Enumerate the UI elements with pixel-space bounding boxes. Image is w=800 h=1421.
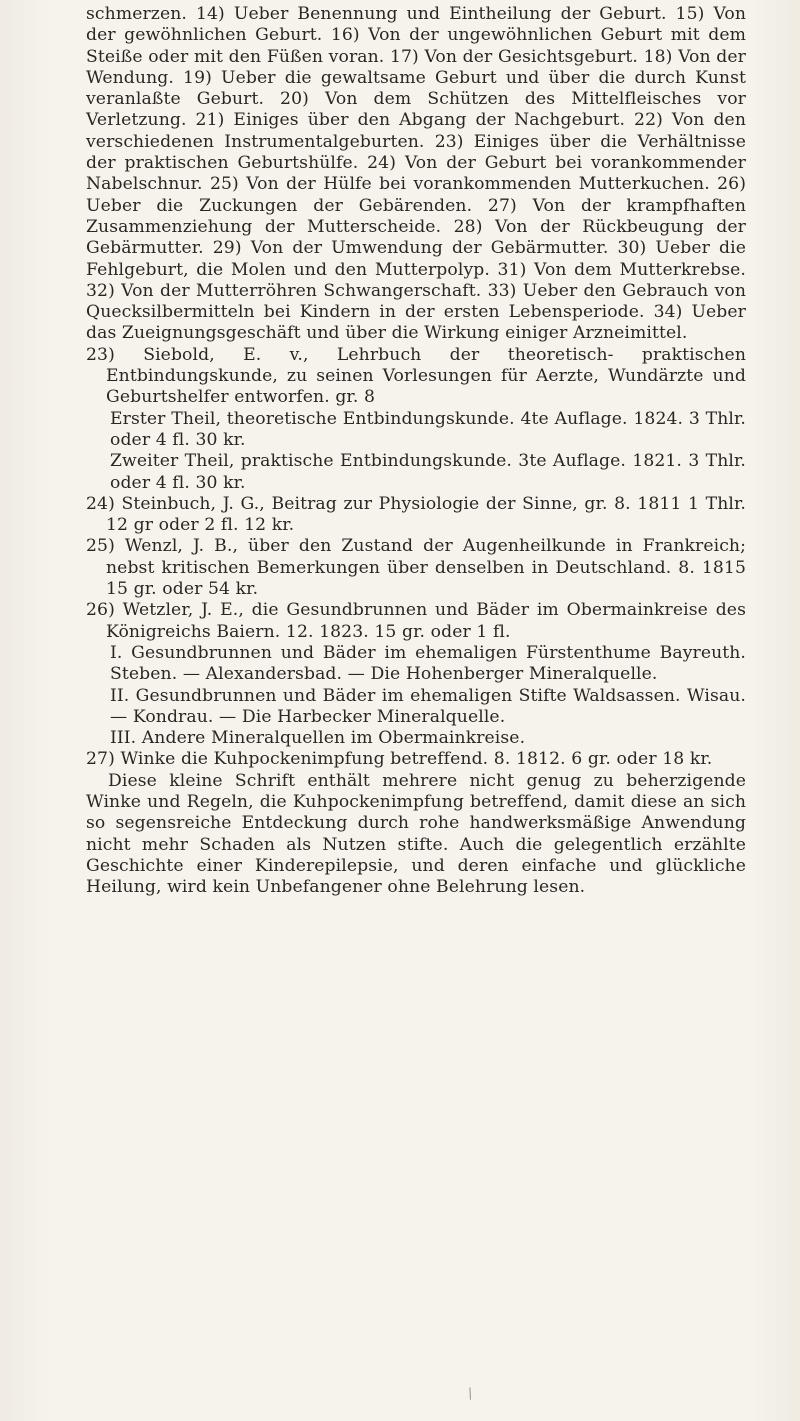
contents-continuation: schmerzen. 14) Ueber Benennung und Eintheilung der Geburt. 15) Von der gewöhnlichen Geburt. 16) Von der ungewöhnlichen Geburt mit dem Steiße oder mit den Füßen voran. 17) Von der Gesichtsgeburt. 18) Von der Wendung. 19) Ueber die gewaltsame Geburt und über die durch Kunst veranlaßte Geburt. 20) Von dem Schützen des Mittelfleisches vor Verletzung. 21) Einiges über den Abgang der Nachgeburt. 22) Von den verschiedenen Instrumentalgeburten. 23) Einiges über die Verhältnisse der praktischen Geburtshülfe. 24) Von der Geburt bei vorankommender Nabelschnur. 25) Von der Hülfe bei vorankommenden Mutterkuchen. 26) Ueber die Zuckungen der Gebärenden. 27) Von der krampfhaften Zusammenziehung der Mutterscheide. 28) Von der Rückbeugung der Gebärmutter. 29) Von der Umwendung der Gebärmutter. 30) Ueber die Fehlgeburt, die Molen und den Mutterpolyp. 31) Von dem Mutterkrebse. 32) Von der Mutterröhren Schwangerschaft. 33) Ueber den Gebrauch von Quecksilbermitteln bei Kindern in der ersten Lebensperiode. 34) Ueber das Zueignungsgeschäft und über die Wirkung einiger Arzneimittel. — [86, 4, 746, 344]
catalogue-entry-24 — [86, 494, 746, 537]
catalogue-entry-27 — [86, 749, 746, 898]
stray-mark: / — [465, 1385, 476, 1403]
entry-text: 26) Wetzler, J. E., die Gesundbrunnen und Bäder im Obermainkreise des Königreichs Baiern. 12. 1823. 15 gr. oder 1 fl. — [86, 600, 746, 642]
entry-part: II. Gesundbrunnen und Bäder im ehemaligen Stifte Waldsassen. Wisau. — Kondrau. — Die Harbecker Mineralquelle. — [110, 685, 746, 727]
entry-description: Diese kleine Schrift enthält mehrere nicht genug zu beherzigende Winke und Regeln, die Kuhpockenimpfung betreffend, damit diese an sich so segensreiche Entdeckung durch rohe handwerksmäßige Anwendung nicht mehr Schaden als Nutzen stifte. Auch die gelegentlich erzählte Geschichte einer Kinderepilepsie, und deren einfache und glückliche Heilung, wird kein Unbefangener ohne Belehrung lesen. — [86, 770, 746, 898]
entry-text: 24) Steinbuch, J. G., Beitrag zur Physiologie der Sinne, gr. 8. 1811 1 Thlr. 12 gr oder 2 fl. 12 kr. — [86, 493, 746, 536]
entry-part: I. Gesundbrunnen und Bäder im ehemaligen Fürstenthume Bayreuth. Steben. — Alexandersbad. — Die Hohenberger Mineralquelle. — [110, 642, 746, 685]
entry-part: Zweiter Theil, praktische Entbindungskunde. 3te Auflage. 1821. 3 Thlr. oder 4 fl. 30 kr. — [110, 451, 746, 493]
catalogue-entry-23 — [86, 345, 746, 494]
entry-part: III. Andere Mineralquellen im Obermainkreise. — [110, 728, 526, 749]
entry-text: 25) Wenzl, J. B., über den Zustand der Augenheilkunde in Frankreich; nebst kritischen Bemerkungen über denselben in Deutschland. 8. 1815 15 gr. oder 54 kr. — [86, 536, 746, 600]
entry-part: Erster Theil, theoretische Entbindungskunde. 4te Auflage. 1824. 3 Thlr. oder 4 fl. 30 kr. — [110, 408, 746, 450]
catalogue-entry-26 — [86, 600, 746, 749]
catalogue-entry-25 — [86, 536, 746, 600]
entry-text: 27) Winke die Kuhpockenimpfung betreffend. 8. 1812. 6 gr. oder 18 kr. — [86, 749, 713, 770]
entry-text: 23) Siebold, E. v., Lehrbuch der theoretisch- praktischen Entbindungskunde, zu seinen Vorlesungen für Aerzte, Wundärzte und Geburtshelfer entworfen. gr. 8 — [86, 344, 746, 408]
catalogue-text — [86, 4, 746, 898]
